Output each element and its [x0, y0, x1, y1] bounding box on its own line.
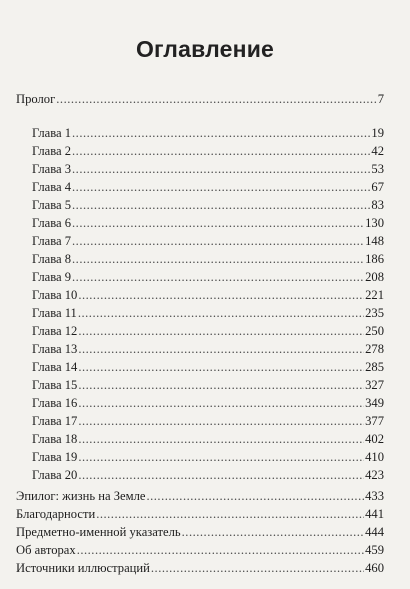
dot-leader [78, 322, 364, 340]
toc-entry-back-matter-2 [16, 505, 384, 523]
dot-leader [72, 196, 370, 214]
toc-entry-page: 433 [365, 489, 384, 503]
dot-leader [78, 412, 364, 430]
toc-entry-page: 349 [365, 396, 384, 410]
toc-entry-page: 410 [365, 450, 384, 464]
dot-leader [151, 559, 364, 577]
dot-leader [72, 268, 364, 286]
toc-entry-chapter-4 [16, 178, 384, 196]
toc-entry-chapter-15 [16, 376, 384, 394]
toc-entry-label: Глава 15 [32, 378, 78, 392]
dot-leader [78, 340, 364, 358]
toc-entry-page: 278 [365, 342, 384, 356]
dot-leader [96, 505, 364, 523]
toc-entry-label: Пролог [16, 92, 56, 106]
toc-entry-label: Глава 2 [32, 144, 72, 158]
toc-entry-chapter-13 [16, 340, 384, 358]
toc-entry-page: 221 [365, 288, 384, 302]
toc-entry-page: 377 [365, 414, 384, 428]
toc-entry-label: Глава 18 [32, 432, 78, 446]
toc-entry-page: 83 [371, 198, 384, 212]
toc-entry-page: 208 [365, 270, 384, 284]
toc-entry-label: Глава 11 [32, 306, 77, 320]
toc-entry-page: 441 [365, 507, 384, 521]
toc-entry-label: Благодарности [16, 507, 96, 521]
toc-entry-page: 459 [365, 543, 384, 557]
dot-leader [182, 523, 364, 541]
toc-entry-page: 250 [365, 324, 384, 338]
toc-entry-page: 235 [365, 306, 384, 320]
dot-leader [72, 160, 370, 178]
toc-entry-page: 7 [377, 92, 384, 106]
toc-prologue-section [16, 90, 384, 108]
toc-entry-label: Глава 17 [32, 414, 78, 428]
dot-leader [78, 304, 364, 322]
dot-leader [78, 358, 364, 376]
toc-entry-label: Глава 1 [32, 126, 72, 140]
toc-entry-page: 460 [365, 561, 384, 575]
toc-entry-back-matter-1 [16, 487, 384, 505]
toc-entry-label: Глава 16 [32, 396, 78, 410]
toc-entry-page: 19 [371, 126, 384, 140]
toc-entry-page: 423 [365, 468, 384, 482]
dot-leader [56, 90, 376, 108]
toc-entry-chapter-8 [16, 250, 384, 268]
dot-leader [72, 178, 370, 196]
toc-entry-page: 42 [371, 144, 384, 158]
toc-chapters-list [16, 124, 384, 484]
toc-entry-chapter-10 [16, 286, 384, 304]
toc-entry-label: Глава 8 [32, 252, 72, 266]
toc-entry-page: 327 [365, 378, 384, 392]
toc-entry-chapter-7 [16, 232, 384, 250]
toc-entry-page: 285 [365, 360, 384, 374]
toc-entry-back-matter-3 [16, 523, 384, 541]
toc-entry-label: Глава 13 [32, 342, 78, 356]
dot-leader [78, 394, 364, 412]
toc-entry-chapter-9 [16, 268, 384, 286]
dot-leader [72, 250, 364, 268]
toc-entry-label: Глава 14 [32, 360, 78, 374]
toc-entry-chapter-6 [16, 214, 384, 232]
dot-leader [72, 232, 364, 250]
toc-entry-label: Об авторах [16, 543, 76, 557]
toc-entry-label: Предметно-именной указатель [16, 525, 181, 539]
toc-entry-back-matter-5 [16, 559, 384, 577]
toc-entry-label: Глава 12 [32, 324, 78, 338]
toc-entry-page: 402 [365, 432, 384, 446]
toc-entry-label: Глава 9 [32, 270, 72, 284]
dot-leader [77, 541, 364, 559]
dot-leader [78, 430, 364, 448]
toc-entry-prologue [16, 90, 384, 108]
toc-entry-label: Эпилог: жизнь на Земле [16, 489, 146, 503]
dot-leader [78, 448, 364, 466]
toc-entry-label: Глава 6 [32, 216, 72, 230]
page-title: Оглавление [135, 36, 275, 62]
toc-entry-label: Глава 4 [32, 180, 72, 194]
toc-entry-chapter-14 [16, 358, 384, 376]
toc-entry-label: Глава 7 [32, 234, 72, 248]
toc-entry-chapter-2 [16, 142, 384, 160]
toc-entry-chapter-20 [16, 466, 384, 484]
toc-entry-chapter-12 [16, 322, 384, 340]
toc-entry-label: Источники иллюстраций [16, 561, 150, 575]
toc-back-matter-list [16, 487, 384, 577]
dot-leader [78, 376, 364, 394]
toc-entry-chapter-19 [16, 448, 384, 466]
dot-leader [146, 487, 364, 505]
dot-leader [72, 214, 364, 232]
toc-entry-page: 186 [365, 252, 384, 266]
toc-entry-chapter-11 [16, 304, 384, 322]
toc-entry-page: 53 [371, 162, 384, 176]
dot-leader [78, 286, 364, 304]
dot-leader [78, 466, 364, 484]
dot-leader [72, 142, 370, 160]
toc-entry-page: 67 [371, 180, 384, 194]
toc-entry-chapter-1 [16, 124, 384, 142]
dot-leader [72, 124, 370, 142]
toc-entry-page: 148 [365, 234, 384, 248]
toc-entry-page: 130 [365, 216, 384, 230]
toc-entry-chapter-16 [16, 394, 384, 412]
toc-entry-label: Глава 20 [32, 468, 78, 482]
toc-entry-chapter-18 [16, 430, 384, 448]
toc-entry-label: Глава 19 [32, 450, 78, 464]
toc-entry-chapter-5 [16, 196, 384, 214]
toc-entry-page: 444 [365, 525, 384, 539]
toc-entry-back-matter-4 [16, 541, 384, 559]
toc-entry-chapter-17 [16, 412, 384, 430]
toc-entry-chapter-3 [16, 160, 384, 178]
toc-entry-label: Глава 3 [32, 162, 72, 176]
toc-entry-label: Глава 5 [32, 198, 72, 212]
toc-entry-label: Глава 10 [32, 288, 78, 302]
